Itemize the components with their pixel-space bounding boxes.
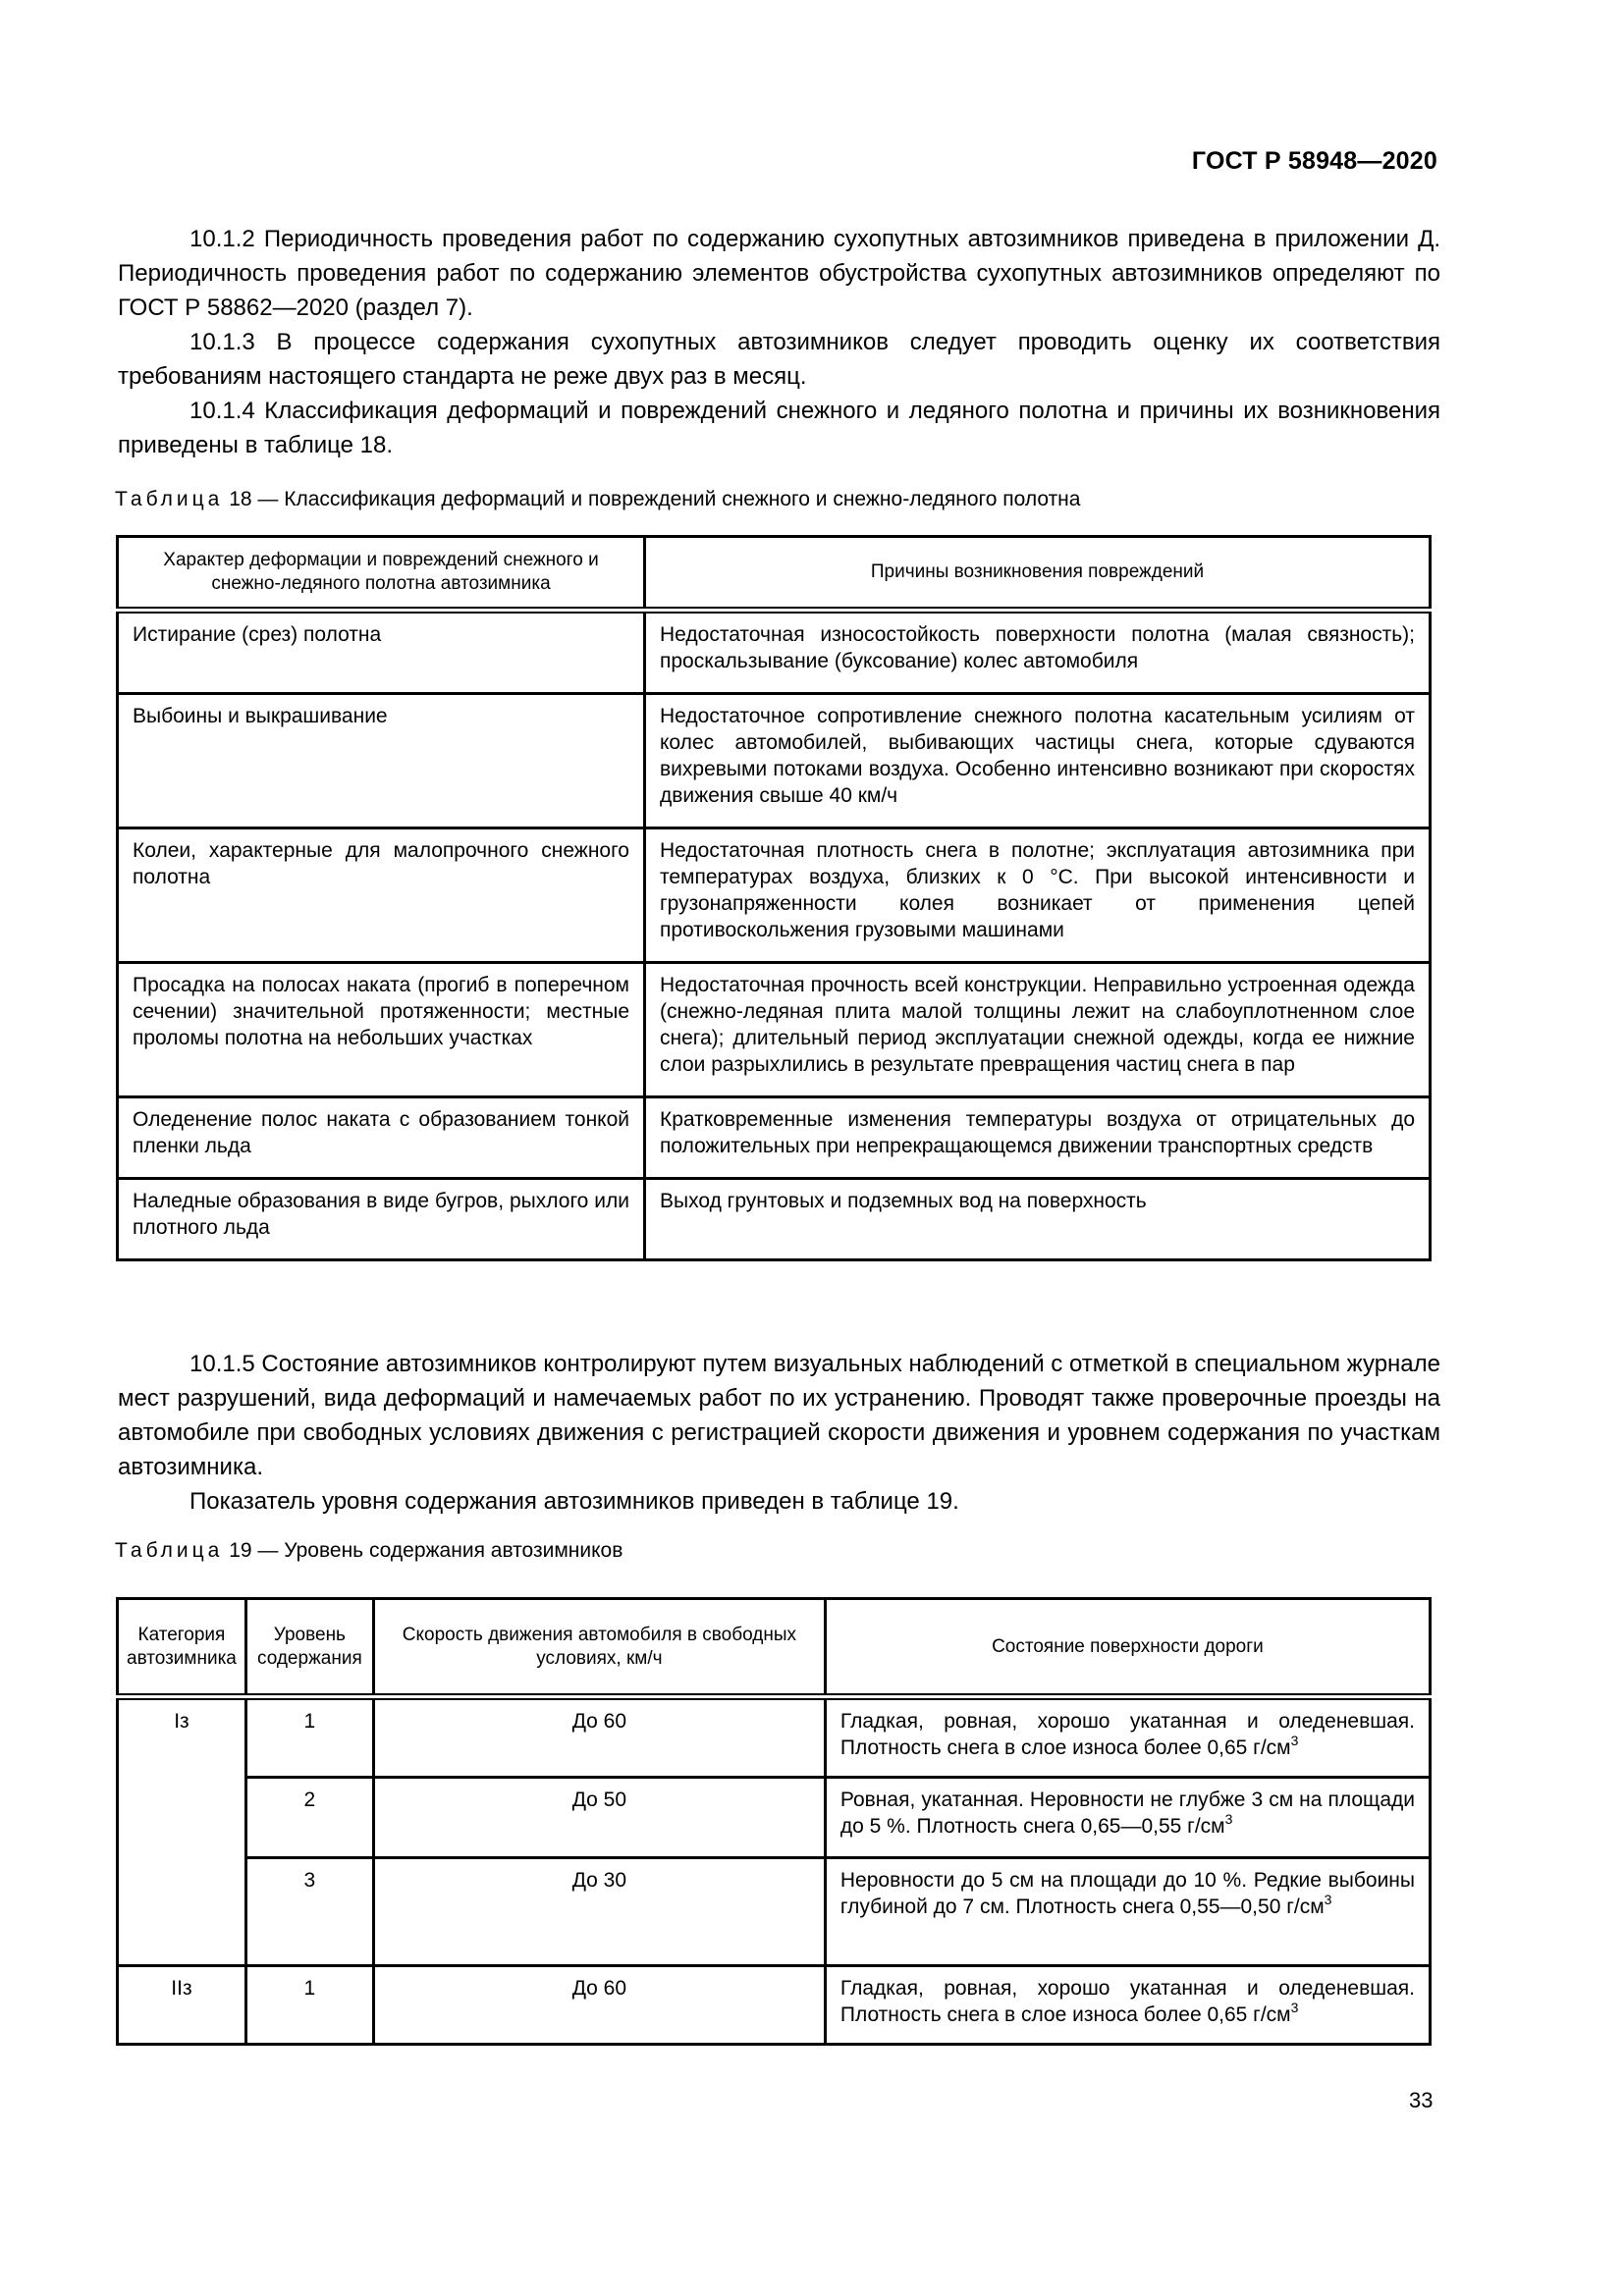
damage-cause: Недостаточная прочность всей конструкции. Неправильно устроенная одежда (снежно-ледяная плита малой толщины лежит на слабоуплотненном слое снега); длительный период эксплуатации снежной одежды, когда ее нижние слои разрыхлились в результате превращения частиц снега в пар [660, 974, 1415, 1076]
table-18 [116, 535, 1432, 1261]
damage-type: Оледенение полос наката с образованием тонкой пленки льда [133, 1108, 629, 1157]
surface-cell: Гладкая, ровная, хорошо укатанная и оледеневшая. Плотность снега в слое износа более 0,65 $г/см^3$ [825, 1697, 1430, 1778]
damage-cause: Недостаточное сопротивление снежного полотна касательным усилиям от колес автомобилей, выбивающих частицы снега, которые сдуваются вихревыми потоками воздуха. Особенно интенсивно возникают при скоростях движения свыше 40 км/ч [660, 705, 1415, 807]
surface-cell: Ровная, укатанная. Неровности не глубже 3 см на площади до 5 %. Плотность снега 0,65—0,55 $г/см^3$ [825, 1778, 1430, 1858]
table19-caption-label: Таблица [115, 1539, 224, 1562]
table-row [118, 828, 1431, 963]
paragraph-10-1-5: 10.1.5 Состояние автозимников контролируют путем визуальных наблюдений с отметкой в специальном журнале мест разрушений, вида деформаций и намечаемых работ по их устранению. Проводят также проверочные проезды на автомобиле при свободных условиях движения с регистрацией скорости движения и уровнем содержания по участкам автозимника. [118, 1351, 1440, 1480]
speed-cell: До 60 [373, 1966, 825, 2045]
category-cell: Iз [118, 1697, 246, 1966]
table18-caption-text: 18 — Классификация деформаций и повреждений снежного и снежно-ледяного полотна [229, 488, 1081, 510]
level-cell: 1 [245, 1697, 373, 1778]
table-19 [116, 1597, 1432, 2046]
table-row [118, 1966, 1431, 2045]
speed-cell: До 50 [373, 1778, 825, 1858]
damage-cause: Выход грунтовых и подземных вод на поверхность [660, 1190, 1147, 1212]
damage-type: Выбоины и выкрашивание [133, 705, 388, 727]
table19-header-speed: Скорость движения автомобиля в свободных условиях, км/ч [373, 1599, 825, 1697]
damage-type: Наледные образования в виде бугров, рыхлого или плотного льда [133, 1190, 629, 1239]
damage-type: Колеи, характерные для малопрочного снежного полотна [133, 839, 629, 888]
middle-paragraphs [118, 1347, 1440, 1519]
table19-caption-text: 19 — Уровень содержания автозимников [229, 1539, 623, 1562]
level-cell: 2 [245, 1778, 373, 1858]
paragraph-10-1-4: 10.1.4 Классификация деформаций и повреждений снежного и ледяного полотна и причины их возникновения приведены в таблице 18. [118, 398, 1440, 458]
table-row [118, 1858, 1431, 1966]
table18-header-cause: Причины возникновения повреждений [645, 537, 1431, 611]
table19-header-level: Уровень содержания [245, 1599, 373, 1697]
table18-caption-label: Таблица [115, 488, 224, 510]
surface-cell: Неровности до 5 см на площади до 10 %. Редкие выбоины глубиной до 7 см. Плотность снега 0,55—0,50 $г/см^3$ [825, 1858, 1430, 1966]
table-row [118, 963, 1431, 1097]
table18-header-type: Характер деформации и повреждений снежного и снежно-ледяного полотна автозимника [118, 537, 645, 611]
damage-cause: Недостаточная износостойкость поверхности полотна (малая связность); проскальзывание (буксование) колес автомобиля [660, 623, 1415, 672]
damage-cause: Недостаточная плотность снега в полотне; эксплуатация автозимника при температурах воздуха, близких к 0 °С. При высокой интенсивности и грузонапряженности колея возникает от применения цепей противоскольжения грузовыми машинами [660, 839, 1415, 941]
paragraph-10-1-2: 10.1.2 Периодичность проведения работ по содержанию сухопутных автозимников приведена в приложении Д. Периодичность проведения работ по содержанию элементов обустройства сухопутных автозимников определяют по ГОСТ Р 58862—2020 (раздел 7). [118, 226, 1440, 321]
table-row [118, 694, 1431, 828]
document-code: ГОСТ Р 58948—2020 [1191, 147, 1437, 175]
damage-cause: Кратковременные изменения температуры воздуха от отрицательных до положительных при непрекращающемся движении транспортных средств [660, 1108, 1415, 1157]
level-cell: 3 [245, 1858, 373, 1966]
paragraph-table19-ref: Показатель уровня содержания автозимников приведен в таблице 19. [189, 1488, 959, 1515]
intro-paragraphs [118, 222, 1440, 462]
table19-header-category: Категория автозимника [118, 1599, 246, 1697]
page-number: 33 [1409, 2088, 1434, 2112]
category-cell: IIз [118, 1966, 246, 2045]
speed-cell: До 60 [373, 1697, 825, 1778]
damage-type: Просадка на полосах наката (прогиб в поперечном сечении) значительной протяженности; местные проломы полотна на небольших участках [133, 974, 629, 1049]
table19-caption [115, 1539, 623, 1563]
paragraph-10-1-3: 10.1.3 В процессе содержания сухопутных автозимников следует проводить оценку их соответствия требованиям настоящего стандарта не реже двух раз в месяц. [118, 329, 1440, 390]
surface-cell: Гладкая, ровная, хорошо укатанная и оледеневшая. Плотность снега в слое износа более 0,65 $г/см^3$ [825, 1966, 1430, 2045]
table-row [118, 1097, 1431, 1179]
table-row [118, 1179, 1431, 1260]
table18-caption [115, 488, 1080, 511]
table19-header-surface: Состояние поверхности дороги [825, 1599, 1430, 1697]
table-row [118, 1778, 1431, 1858]
speed-cell: До 30 [373, 1858, 825, 1966]
level-cell: 1 [245, 1966, 373, 2045]
table-row [118, 611, 1431, 694]
damage-type: Истирание (срез) полотна [133, 623, 382, 646]
table-row [118, 1697, 1431, 1778]
